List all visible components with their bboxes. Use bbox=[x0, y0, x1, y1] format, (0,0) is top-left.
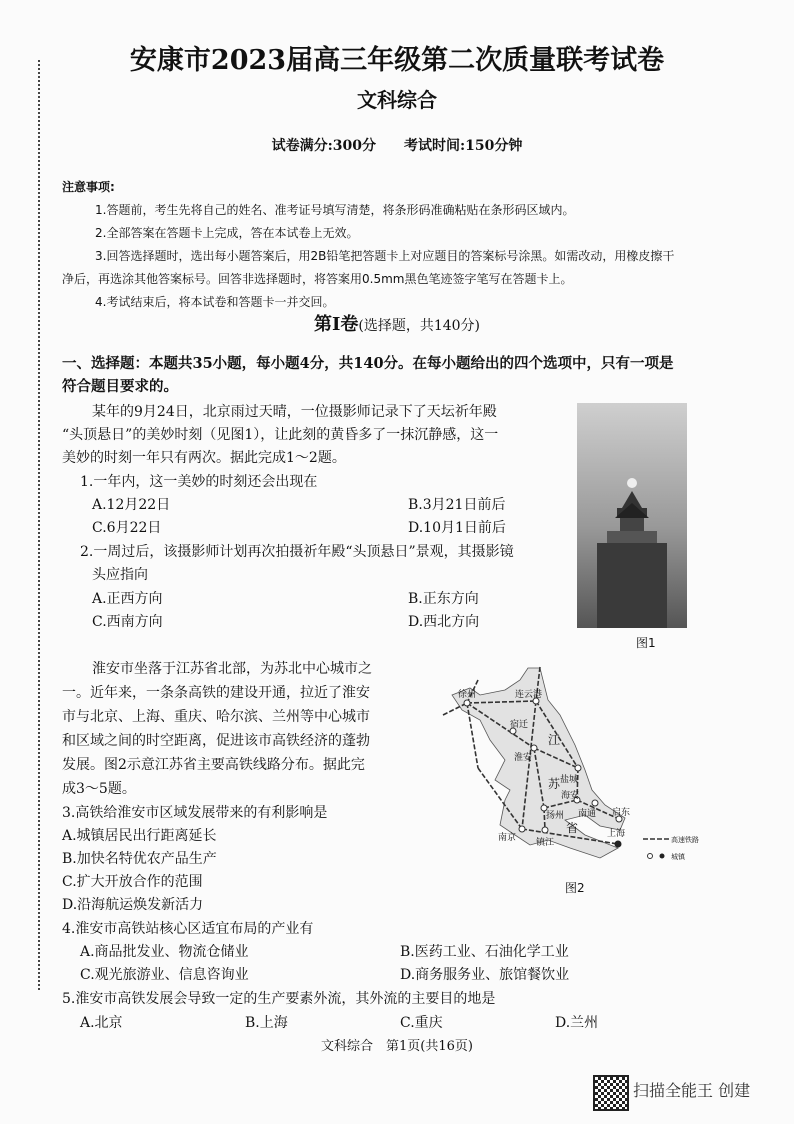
passage-line: 发展。图2示意江苏省主要高铁线路分布。据此完 bbox=[62, 757, 365, 773]
notice-item: 净后，再选涂其他答案标号。回答非选择题时，将答案用0.5mm黑色笔迹签字笔写在答题卡上。 bbox=[62, 272, 573, 286]
passage-line: 和区域之间的时空距离，促进该市高铁经济的蓬勃 bbox=[62, 733, 370, 749]
option: D.商务服务业、旅馆餐饮业 bbox=[400, 967, 570, 983]
exam-title: 安康市2023届高三年级第二次质量联考试卷 bbox=[129, 45, 665, 76]
notice-item: 4.考试结束后，将本试卷和答题卡一并交回。 bbox=[95, 295, 335, 309]
passage-line: 成3～5题。 bbox=[62, 781, 136, 797]
option: B.加快名特优农产品生产 bbox=[62, 851, 217, 867]
city-label: 盐城 bbox=[560, 775, 579, 785]
option: A.正西方向 bbox=[92, 591, 163, 607]
passage-line: 一。近年来，一条条高铁的建设开通，拉近了淮安 bbox=[62, 685, 370, 701]
notice-heading: 注意事项: bbox=[62, 180, 115, 194]
passage-line: 市与北京、上海、重庆、哈尔滨、兰州等中心城市 bbox=[62, 709, 370, 725]
city-label: 连云港 bbox=[515, 690, 543, 700]
passage-line: “头顶悬日”的美妙时刻（见图1），让此刻的黄昏多了一抹沉静感，这一 bbox=[62, 427, 499, 443]
option: A.城镇居民出行距离延长 bbox=[62, 828, 217, 844]
option: C.6月22日 bbox=[92, 520, 162, 536]
full-score: 试卷满分:300分 bbox=[271, 138, 376, 154]
option: C.重庆 bbox=[400, 1015, 443, 1031]
city-label: 上海 bbox=[607, 829, 626, 839]
city-label: 镇江 bbox=[536, 838, 555, 848]
city-label: 宿迁 bbox=[510, 720, 529, 730]
option: B.3月21日前后 bbox=[408, 497, 506, 513]
binding-line bbox=[38, 60, 40, 990]
question-4: 4.淮安市高铁站核心区适宜布局的产业有 bbox=[62, 921, 314, 937]
figure-1-photo bbox=[577, 403, 687, 628]
qr-code-icon bbox=[593, 1075, 629, 1111]
passage-line: 某年的9月24日，北京雨过天晴，一位摄影师记录下了天坛祈年殿 bbox=[92, 404, 497, 420]
passage-line: 淮安市坐落于江苏省北部，为苏北中心城市之 bbox=[92, 661, 372, 677]
option: A.12月22日 bbox=[92, 497, 171, 513]
option: A.北京 bbox=[80, 1015, 123, 1031]
page-footer: 文科综合 第1页(共16页) bbox=[321, 1039, 473, 1054]
figure-1-caption: 图1 bbox=[636, 636, 656, 650]
city-label: 徐州 bbox=[458, 690, 477, 700]
question-2: 头应指向 bbox=[92, 567, 148, 583]
legend-rail: 高速铁路 bbox=[671, 836, 699, 844]
scanner-watermark: 扫描全能王 创建 bbox=[633, 1081, 751, 1100]
question-2: 2.一周过后，该摄影师计划再次拍摄祈年殿“头顶悬日”景观，其摄影镜 bbox=[80, 544, 514, 560]
notice-item: 2.全部答案在答题卡上完成，答在本试卷上无效。 bbox=[95, 226, 359, 240]
option: C.西南方向 bbox=[92, 614, 163, 630]
question-3: 3.高铁给淮安市区域发展带来的有利影响是 bbox=[62, 805, 328, 821]
section-heading: 一、选择题：本题共35小题，每小题4分，共140分。在每小题给出的四个选项中，只有一项是 bbox=[62, 355, 674, 372]
city-label: 南京 bbox=[498, 833, 517, 843]
option: B.医药工业、石油化学工业 bbox=[400, 944, 569, 960]
province-label: 苏 bbox=[548, 777, 561, 791]
province-label: 省 bbox=[566, 821, 579, 835]
exam-meta bbox=[0, 137, 794, 155]
option: D.沿海航运焕发新活力 bbox=[62, 897, 204, 913]
city-label: 启东 bbox=[612, 808, 631, 818]
notice-item: 3.回答选择题时，选出每小题答案后，用2B铅笔把答题卡上对应题目的答案标号涂黑。如需改动，用橡皮擦干 bbox=[95, 249, 675, 263]
option: C.扩大开放合作的范围 bbox=[62, 874, 203, 890]
city-label: 海安 bbox=[561, 791, 580, 801]
option: D.西北方向 bbox=[408, 614, 480, 630]
question-1: 1.一年内，这一美妙的时刻还会出现在 bbox=[80, 474, 318, 490]
option: D.10月1日前后 bbox=[408, 520, 506, 536]
city-label: 南通 bbox=[578, 809, 597, 819]
notice-item: 1.答题前，考生先将自己的姓名、准考证号填写清楚，将条形码准确粘贴在条形码区域内。 bbox=[95, 203, 575, 217]
question-5: 5.淮安市高铁发展会导致一定的生产要素外流，其外流的主要目的地是 bbox=[62, 991, 496, 1007]
city-label: 淮安 bbox=[514, 753, 533, 763]
province-label: 江 bbox=[548, 733, 561, 747]
section-heading: 符合题目要求的。 bbox=[62, 378, 178, 395]
option: A.商品批发业、物流仓储业 bbox=[80, 944, 249, 960]
exam-time: 考试时间:150分钟 bbox=[404, 138, 523, 154]
figure-2-caption: 图2 bbox=[565, 881, 585, 895]
passage-line: 美妙的时刻一年只有两次。据此完成1～2题。 bbox=[62, 450, 346, 466]
legend-city: 城镇 bbox=[671, 853, 685, 861]
option: D.兰州 bbox=[555, 1015, 599, 1031]
option: C.观光旅游业、信息咨询业 bbox=[80, 967, 249, 983]
figure-2-map bbox=[430, 655, 700, 870]
exam-subject: 文科综合 bbox=[357, 88, 437, 112]
part-heading: 第Ⅰ卷(选择题，共140分) bbox=[313, 314, 481, 335]
city-label: 扬州 bbox=[546, 811, 565, 821]
option: B.上海 bbox=[245, 1015, 288, 1031]
option: B.正东方向 bbox=[408, 591, 479, 607]
